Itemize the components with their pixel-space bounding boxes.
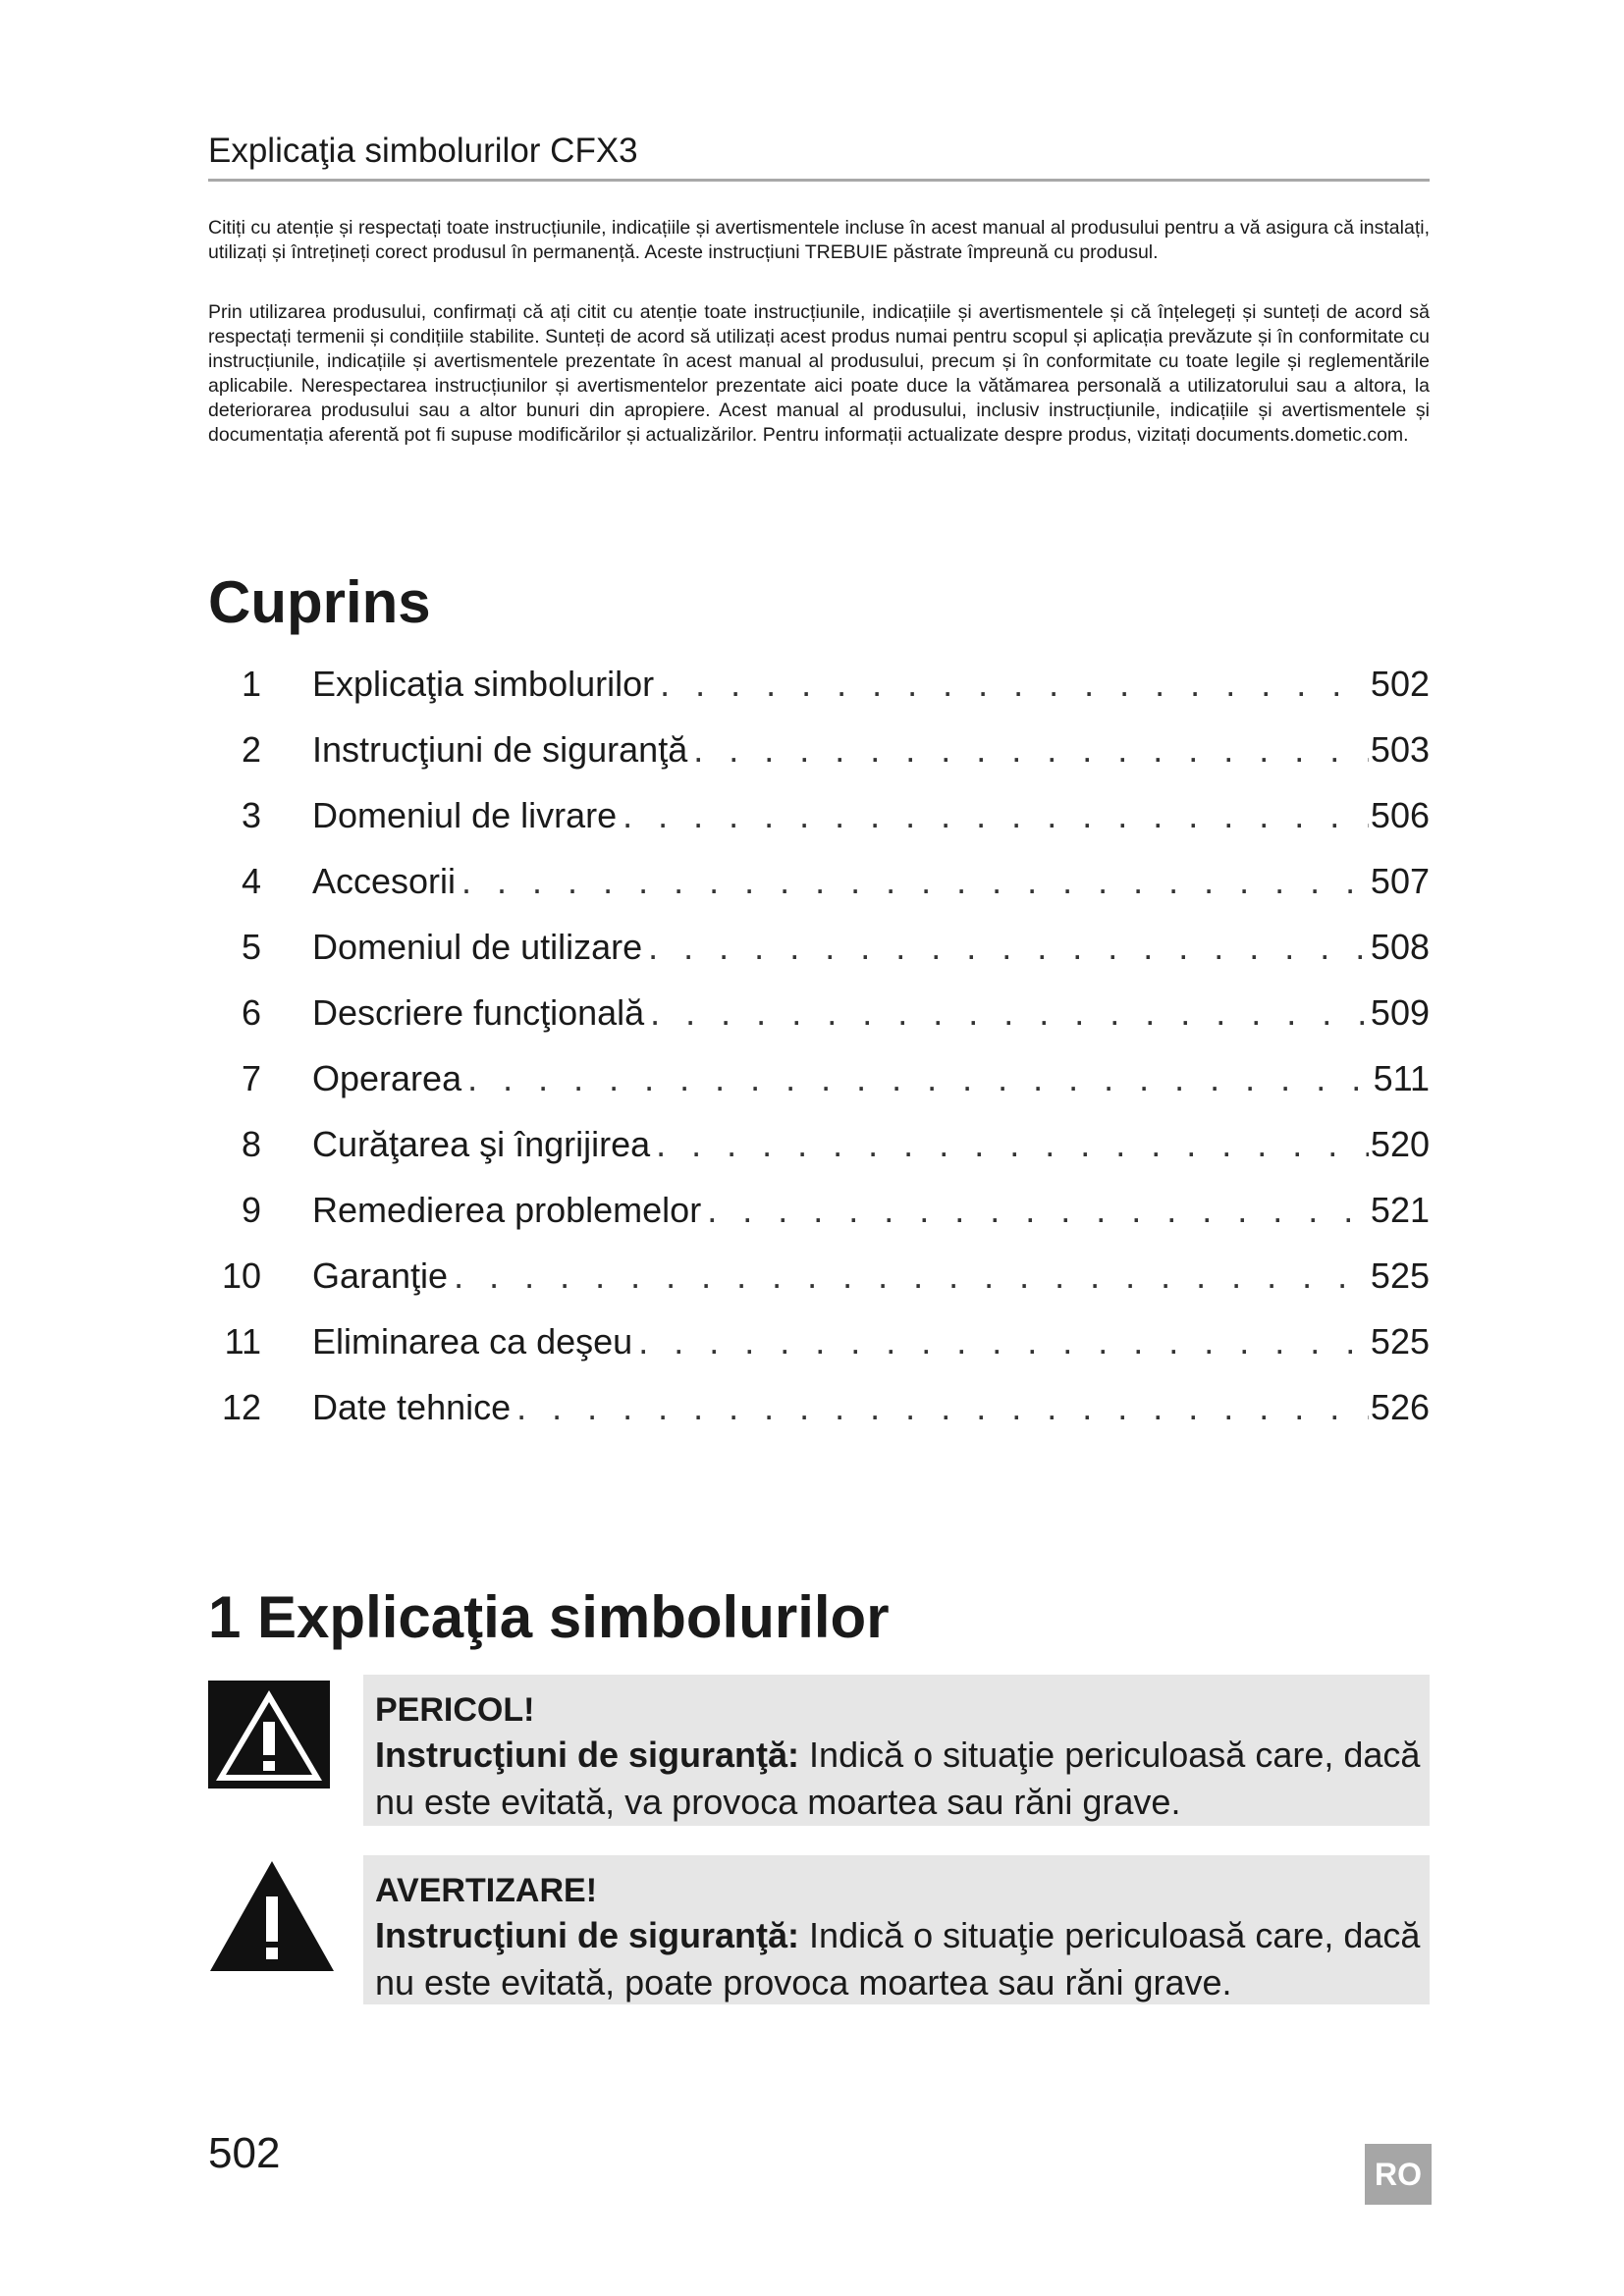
toc-leader-dots [660, 660, 1369, 709]
toc-entry-number: 5 [241, 927, 261, 967]
toc-entry-title: Curăţarea şi îngrijirea [312, 1124, 651, 1164]
toc-leader-dots [693, 725, 1369, 774]
toc-entry-12[interactable] [208, 1383, 1430, 1432]
toc-entry-1[interactable] [208, 660, 1430, 709]
toc-entry-number: 3 [241, 795, 261, 835]
toc-entry-title: Domeniul de livrare [312, 795, 618, 835]
warning-signal-word: AVERTIZARE! [375, 1872, 598, 1909]
toc-entry-11[interactable] [208, 1317, 1430, 1366]
danger-triangle-icon [208, 1681, 330, 1793]
toc-heading: Cuprins [208, 569, 431, 635]
toc-entry-page: 521 [1370, 1190, 1430, 1230]
warning-triangle-icon [208, 1859, 336, 1978]
toc-leader-dots [461, 857, 1369, 906]
toc-entry-page: 508 [1370, 927, 1430, 967]
toc-leader-dots [467, 1054, 1372, 1103]
toc-entry-title: Explicaţia simbolurilor [312, 664, 655, 704]
toc-entry-number: 1 [241, 664, 261, 704]
toc-entry-number: 11 [224, 1321, 261, 1362]
toc-entry-3[interactable] [208, 791, 1430, 840]
toc-entry-8[interactable] [208, 1120, 1430, 1169]
toc-entry-page: 507 [1370, 861, 1430, 901]
toc-entry-title: Domeniul de utilizare [312, 927, 643, 967]
page-number: 502 [208, 2129, 281, 2177]
toc-entry-6[interactable] [208, 988, 1430, 1038]
toc-entry-number: 9 [241, 1190, 261, 1230]
intro-paragraph-2: Prin utilizarea produsului, confirmați că ați citit cu atenție toate instrucțiunile, indicațiile și avertismentele și că înțelegeți și sunteți de acord să respectați termenii și condițiile stabilite. Sunteți de acord să utilizați acest produs numai pentru scopul și aplicația prevăzute și în conformitate cu instrucțiunile, indicațiile și avertismentele prezentate în acest manual al produsului, precum și în conformitate cu toate legile și reglementările aplicabile. Nerespectarea instrucțiunilor și avertismentelor prezentate aici poate duce la vătămarea personală a utilizatorului sau a altora, la deteriorarea produsului sau a altor bunuri din apropiere. Acest manual al produsului, inclusiv instrucțiunile, indicațiile și avertismentele și documentația aferentă pot fi supuse modificărilor și actualizărilor. Pentru informații actualizate despre produs, vizitați documents.dometic.com. [208, 301, 1430, 446]
toc-entry-page: 506 [1370, 795, 1430, 835]
section-heading: 1 Explicaţia simbolurilor [208, 1584, 890, 1650]
notice-description: Indică o situaţie periculoasă care, dacă nu este evitată, poate provoca moartea sau răni grave. [375, 1915, 1421, 2002]
intro-paragraph-1: Citiți cu atenție și respectați toate instrucțiunile, indicațiile și avertismentele incluse în acest manual al produsului pentru a vă asigura că instalați, utilizați și întrețineți corect produsul în permanență. Aceste instrucțiuni TREBUIE păstrate împreună cu produsul. [208, 217, 1430, 263]
toc-entry-page: 503 [1370, 729, 1430, 770]
toc-entry-title: Eliminarea ca deşeu [312, 1321, 633, 1362]
toc-entry-2[interactable] [208, 725, 1430, 774]
toc-leader-dots [454, 1252, 1369, 1301]
toc-entry-page: 526 [1370, 1387, 1430, 1427]
toc-leader-dots [516, 1383, 1369, 1432]
toc-entry-title: Accesorii [312, 861, 457, 901]
language-badge: RO [1365, 2144, 1432, 2205]
toc-leader-dots [650, 988, 1369, 1038]
toc-entry-number: 8 [241, 1124, 261, 1164]
toc-entry-number: 10 [221, 1255, 261, 1296]
toc-entry-title: Garanţie [312, 1255, 449, 1296]
toc-entry-page: 502 [1370, 664, 1430, 704]
toc-entry-page: 525 [1370, 1321, 1430, 1362]
toc-entry-4[interactable] [208, 857, 1430, 906]
toc-leader-dots [638, 1317, 1369, 1366]
warning-notice-box [363, 1855, 1430, 2004]
danger-notice-text [375, 1732, 1430, 1826]
notice-label: Instrucţiuni de siguranţă: [375, 1735, 800, 1775]
danger-signal-word: PERICOL! [375, 1691, 535, 1729]
toc-entry-title: Date tehnice [312, 1387, 512, 1427]
running-header-title: Explicaţia simbolurilor CFX3 [208, 132, 638, 170]
notice-description: Indică o situaţie periculoasă care, dacă nu este evitată, va provoca moartea sau răni grave. [375, 1735, 1421, 1822]
toc-entry-10[interactable] [208, 1252, 1430, 1301]
toc-leader-dots [707, 1186, 1369, 1235]
notice-label: Instrucţiuni de siguranţă: [375, 1915, 800, 1955]
toc-leader-dots [648, 923, 1369, 972]
toc-entry-title: Operarea [312, 1058, 462, 1098]
toc-entry-page: 509 [1370, 992, 1430, 1033]
toc-entry-number: 7 [241, 1058, 261, 1098]
toc-entry-page: 511 [1373, 1058, 1430, 1098]
toc-entry-7[interactable] [208, 1054, 1430, 1103]
toc-entry-page: 520 [1370, 1124, 1430, 1164]
header-divider [208, 179, 1430, 182]
toc-entry-number: 2 [241, 729, 261, 770]
toc-entry-title: Remedierea problemelor [312, 1190, 702, 1230]
toc-entry-number: 4 [241, 861, 261, 901]
toc-entry-title: Instrucţiuni de siguranţă [312, 729, 688, 770]
toc-entry-title: Descriere funcţională [312, 992, 645, 1033]
warning-notice-text [375, 1912, 1430, 2006]
toc-entry-9[interactable] [208, 1186, 1430, 1235]
danger-notice-box [363, 1675, 1430, 1826]
toc-entry-number: 6 [241, 992, 261, 1033]
toc-leader-dots [656, 1120, 1369, 1169]
toc-entry-page: 525 [1370, 1255, 1430, 1296]
toc-leader-dots [623, 791, 1369, 840]
toc-entry-number: 12 [221, 1387, 261, 1427]
toc-entry-5[interactable] [208, 923, 1430, 972]
